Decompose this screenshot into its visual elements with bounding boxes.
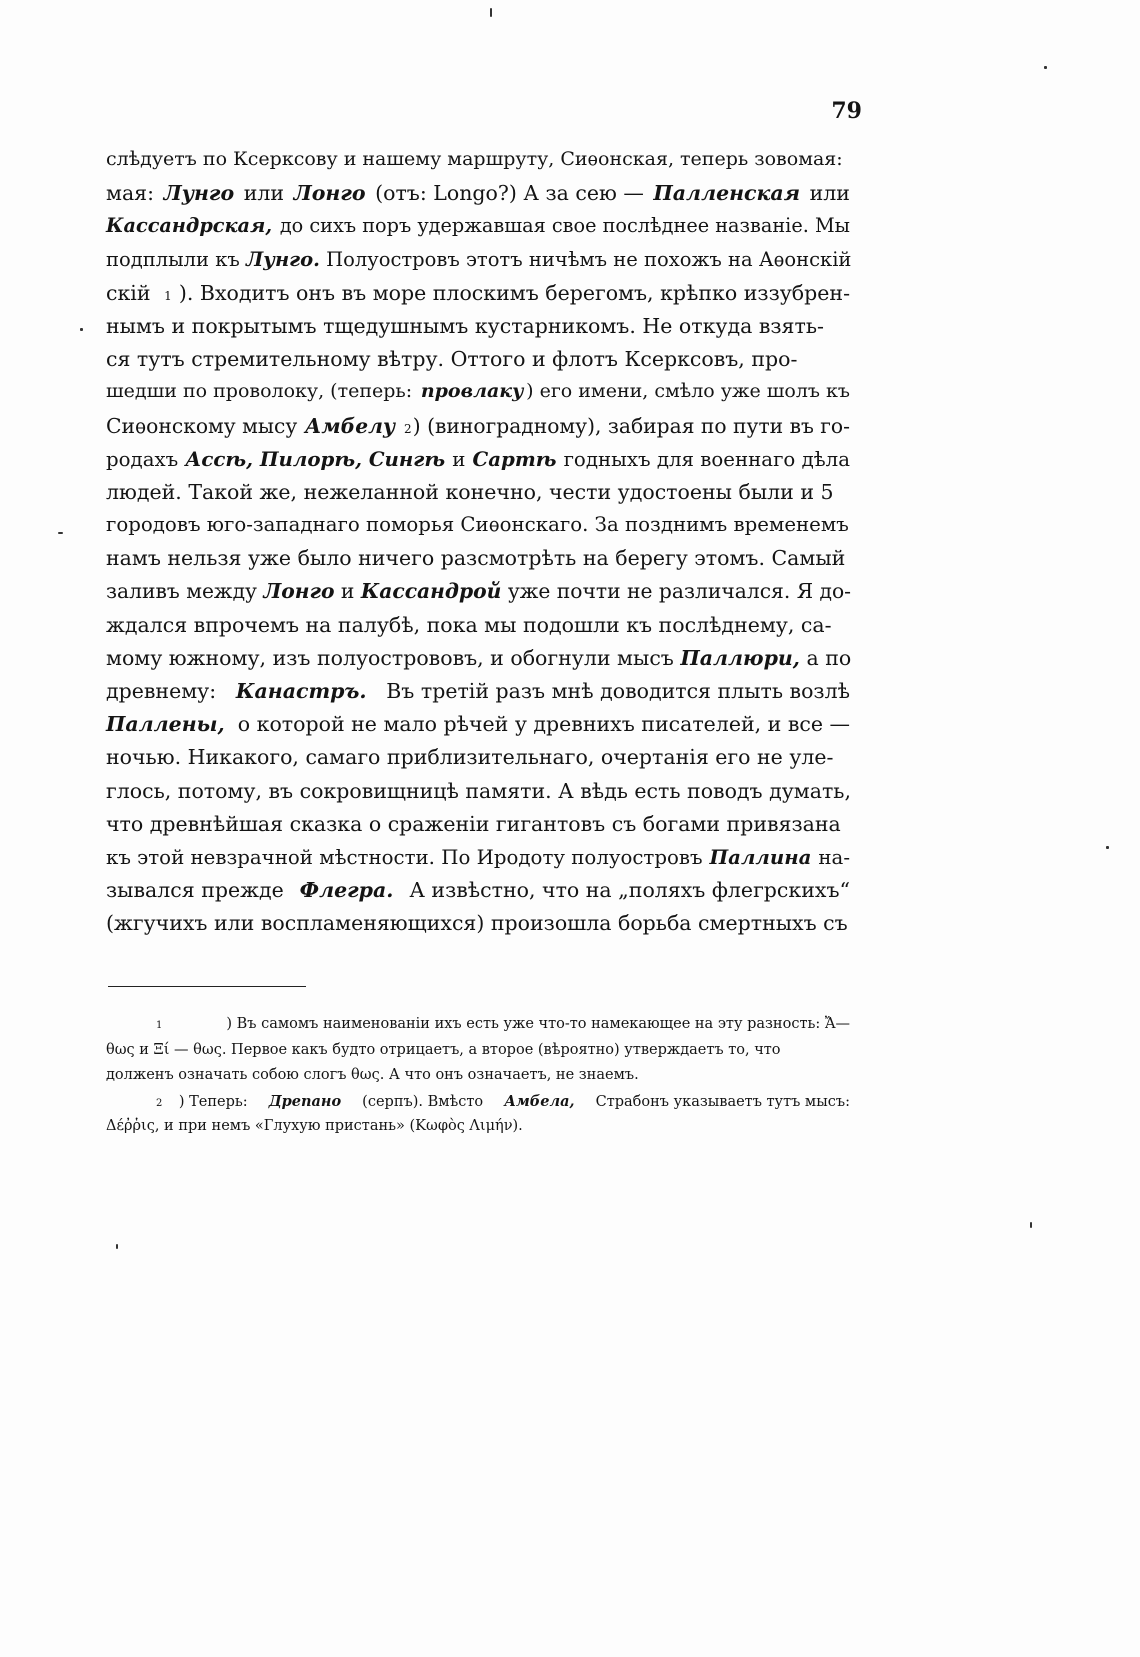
- italic-term: Флегра.: [299, 878, 394, 903]
- footnote-marker: 1: [164, 288, 172, 303]
- text-segment: ) Теперь:: [178, 1093, 253, 1110]
- footnote-marker: 2: [403, 421, 412, 436]
- text-segment: слѣдуетъ по Ксерксову и нашему маршруту, Сиѳонская, теперь зовомая:: [106, 148, 843, 170]
- text-segment: намъ нельзя уже было ничего разсмотрѣть на берегу этомъ. Самый: [106, 546, 846, 571]
- scan-speck: [1106, 846, 1109, 849]
- text-segment: Въ третій разъ мнѣ доводится плыть возлѣ: [379, 679, 850, 703]
- italic-term: провлаку: [420, 380, 524, 403]
- italic-term: Лонго: [293, 181, 366, 206]
- text-line: [106, 646, 850, 679]
- footnote-line: [106, 1042, 850, 1068]
- text-segment: годныхъ для военнаго дѣла: [557, 447, 850, 471]
- text-line: [106, 579, 850, 612]
- text-line: [106, 347, 850, 380]
- text-line: [106, 878, 850, 911]
- footnote-line: [106, 1093, 850, 1119]
- text-segment: глось, потому, въ сокровищницѣ памяти. А вѣдь есть поводъ думать,: [106, 778, 851, 803]
- italic-term: Лунго: [163, 181, 235, 206]
- scan-speck: [490, 8, 492, 17]
- text-segment: что древнѣйшая сказка о сраженіи гигантовъ съ богами привязана: [106, 811, 841, 836]
- text-line: [106, 380, 850, 413]
- scan-speck: [80, 328, 83, 331]
- text-line: [106, 148, 850, 181]
- text-line: [106, 911, 850, 944]
- text-line: [106, 214, 850, 247]
- italic-term: Ассѣ, Пилорѣ, Сингѣ: [185, 446, 446, 471]
- italic-term: Лонго: [263, 579, 335, 604]
- text-line: [106, 613, 850, 646]
- text-segment: Сиѳонскому мысу: [106, 413, 304, 438]
- text-line: [106, 712, 850, 745]
- italic-term: Дрепано: [268, 1092, 342, 1110]
- text-segment: древнему:: [106, 679, 223, 703]
- footnote-line: [106, 1118, 850, 1144]
- text-segment: (серпъ). Вмѣсто: [357, 1093, 488, 1110]
- text-segment: заливъ между: [106, 579, 264, 604]
- text-line: [106, 314, 850, 347]
- scan-speck: [116, 1244, 118, 1249]
- italic-term: Кассандрой: [360, 579, 502, 604]
- text-segment: ). Входитъ онъ въ море плоскимъ берегомъ, крѣпко иззубрен-: [178, 280, 850, 305]
- text-segment: мому южному, изъ полуострововъ, и обогнули мысъ: [106, 645, 681, 670]
- italic-term: Кассандрская,: [106, 214, 273, 238]
- text-segment: [396, 414, 402, 438]
- text-line: [106, 812, 850, 845]
- text-segment: и: [445, 447, 472, 471]
- text-line: [106, 845, 850, 878]
- italic-term: Амбела,: [504, 1092, 575, 1110]
- italic-term: Паллюри,: [680, 645, 800, 670]
- footnote-line: [106, 1016, 850, 1042]
- italic-term: Палленская: [653, 181, 801, 206]
- text-line: [106, 480, 850, 513]
- text-segment: ждался впрочемъ на палубѣ, пока мы подошли къ послѣднему, са-: [106, 612, 832, 637]
- text-segment: ночью. Никакого, самаго приблизительнаго, очертанія его не уле-: [106, 745, 834, 770]
- text-segment: ся тутъ стремительному вѣтру. Оттого и флотъ Ксерксовъ, про-: [106, 347, 798, 372]
- body-text: [106, 148, 850, 945]
- scan-speck: [58, 532, 63, 534]
- page-number: 79: [831, 98, 862, 124]
- text-segment: на-: [812, 845, 850, 869]
- italic-term: Амбелу: [304, 413, 396, 438]
- footnotes: [106, 1016, 850, 1144]
- italic-term: Сартѣ: [472, 446, 557, 471]
- italic-term: Канастръ.: [235, 679, 367, 703]
- text-segment: ) (виноградному), забирая по пути въ го-: [412, 413, 850, 438]
- text-segment: Страбонъ указываетъ тутъ мысъ:: [590, 1093, 850, 1110]
- text-segment: подплыли къ: [106, 247, 247, 271]
- text-segment: нымъ и покрытымъ тщедушнымъ кустарникомъ. Не откуда взять-: [106, 313, 824, 338]
- text-line: [106, 546, 850, 579]
- text-line: [106, 281, 850, 314]
- text-segment: родахъ: [106, 447, 185, 471]
- text-segment: ) его имени, смѣло уже шолъ къ: [526, 380, 850, 403]
- footnote-line: [106, 1067, 850, 1093]
- footnote-marker: 2: [156, 1097, 163, 1109]
- text-segment: городовъ юго-западнаго поморья Сиѳонскаго. За позднимъ временемъ: [106, 513, 849, 537]
- text-line: [106, 181, 850, 214]
- scan-speck: [1044, 66, 1047, 69]
- scan-speck: [1030, 1222, 1032, 1228]
- text-segment: А извѣстно, что на „поляхъ флегрскихъ“: [402, 878, 850, 903]
- italic-term: Лунго.: [246, 247, 320, 271]
- text-line: [106, 248, 850, 281]
- italic-term: Паллина: [709, 844, 812, 869]
- text-segment: къ этой невзрачной мѣстности. По Иродоту полуостровъ: [106, 845, 709, 869]
- text-segment: зывался прежде: [106, 878, 291, 903]
- text-segment: долженъ означать собою слогъ θως. А что онъ означаетъ, не знаемъ.: [106, 1067, 639, 1083]
- footnote-marker: 1: [156, 1020, 163, 1031]
- text-line: [106, 513, 850, 546]
- text-segment: мая:: [106, 181, 161, 206]
- text-segment: θως и Ξί — θως. Первое какъ будто отрицаетъ, а второе (вѣроятно) утверждаетъ то, что: [106, 1041, 781, 1058]
- text-segment: или: [237, 181, 291, 206]
- text-segment: (отъ: Longo?) А за сею —: [368, 181, 651, 206]
- text-segment: Полуостровъ этотъ ничѣмъ не похожъ на Аѳонскій: [319, 247, 852, 271]
- text-segment: людей. Такой же, нежеланной конечно, чести удостоены были и 5: [106, 479, 834, 504]
- text-line: [106, 679, 850, 712]
- text-line: [106, 745, 850, 778]
- text-segment: или: [803, 181, 850, 206]
- text-segment: (жгучихъ или воспламеняющихся) произошла борьба смертныхъ съ: [106, 911, 848, 936]
- footnote-separator: [108, 986, 306, 987]
- text-line: [106, 779, 850, 812]
- text-segment: до сихъ поръ удержавшая свое послѣднее названіе. Мы: [273, 214, 850, 238]
- text-segment: скій: [106, 280, 158, 305]
- text-segment: уже почти не различался. Я до-: [501, 579, 851, 604]
- italic-term: Паллены,: [106, 712, 225, 737]
- text-segment: ) Въ самомъ наименованіи ихъ есть уже что-то намекающее на эту разность: Ἄ—: [226, 1016, 850, 1032]
- text-segment: а по: [799, 645, 852, 670]
- text-segment: шедши по проволоку, (теперь:: [106, 380, 419, 403]
- text-segment: и: [334, 579, 361, 604]
- text-segment: о которой не мало рѣчей у древнихъ писателей, и все —: [231, 712, 850, 737]
- text-segment: Δέῤῥις, и при немъ «Глухую пристань» (Κωφὸς Λιμήν).: [106, 1118, 523, 1134]
- text-line: [106, 447, 850, 480]
- text-line: [106, 414, 850, 447]
